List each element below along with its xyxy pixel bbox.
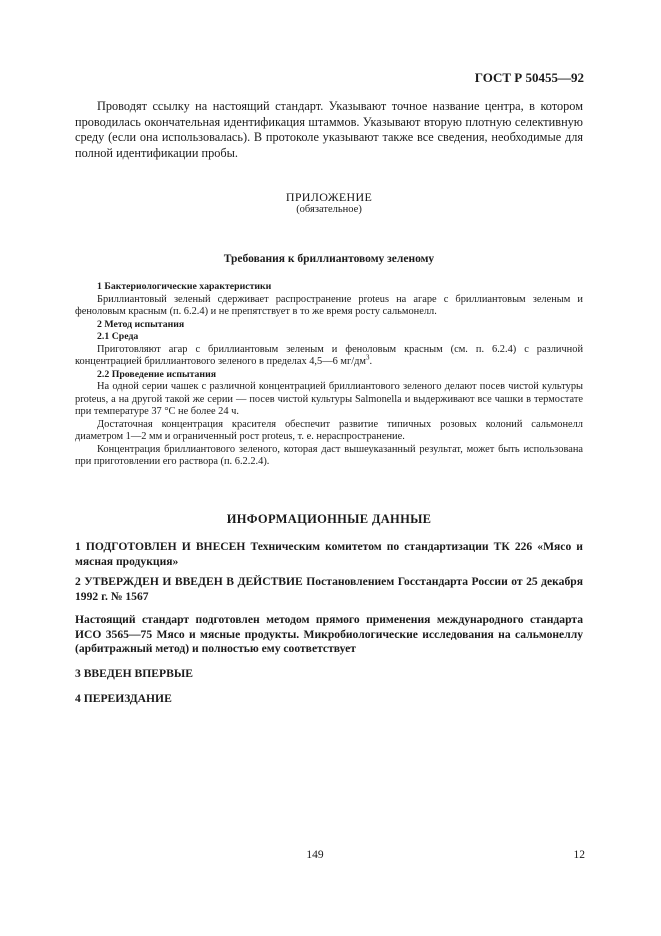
info-item-3: 3 ВВЕДЕН ВПЕРВЫЕ <box>75 667 193 680</box>
section-2-1-heading: 2.1 Среда <box>97 331 139 342</box>
intro-paragraph: Проводят ссылку на настоящий стандарт. Указывают точное название центра, в котором проводилась окончательная идентификация штаммов. Указывают вторую плотную селективную среду (если она использовалась). В протоколе указывают также все сведения, необходимые для полной идентификации пробы. <box>75 99 583 160</box>
section-1-text: Бриллиантовый зеленый сдерживает распространение proteus на агаре с бриллиантовым зеленым и феноловым красным (п. 6.2.4) и не препятствует в то же время росту сальмонелл. <box>75 293 583 317</box>
section-2-2-paragraph-1: На одной серии чашек с различной концентрацией бриллиантового зеленого делают посев чистой культуры proteus, а на другой такой же серии — посев чистой культуры Salmonella и выдерживают все чашки в термостате при температуре 37 °С не более 24 ч. <box>75 381 583 417</box>
page-number-center: 149 <box>306 849 324 861</box>
page-number-right: 12 <box>573 849 585 861</box>
info-title: ИНФОРМАЦИОННЫЕ ДАННЫЕ <box>226 512 432 526</box>
superscript-3: 3 <box>366 353 370 362</box>
section-2-heading: 2 Метод испытания <box>97 318 185 330</box>
info-item-standard-note: Настоящий стандарт подготовлен методом прямого применения международного стандарта ИСО 3565—75 Мясо и мясные продукты. Микробиологические исследования на сальмонеллу (арбитражный метод) и полностью ему соответствует <box>75 613 583 656</box>
appendix-subtitle: (обязательное) <box>296 204 362 215</box>
info-item-2: 2 УТВЕРЖДЕН И ВВЕДЕН В ДЕЙСТВИЕ Постановлением Госстандарта России от 25 декабря 1992 г. № 1567 <box>75 575 583 603</box>
info-item-4: 4 ПЕРЕИЗДАНИЕ <box>75 692 172 705</box>
section-2-2-heading: 2.2 Проведение испытания <box>97 368 217 380</box>
section-2-1-text-main: Приготовляют агар с бриллиантовым зеленым и феноловым красным (см. п. 6.2.4) с различной концентрацией бриллиантового зеленого в пределах 4,5—6 мг/дм <box>75 343 583 367</box>
section-2-1-text-end: . <box>369 356 373 367</box>
section-2-1-text <box>75 344 583 369</box>
section-2-2-paragraph-3: Концентрация бриллиантового зеленого, которая даст вышеуказанный результат, может быть использована при приготовлении его раствора (п. 6.2.2.4). <box>75 443 583 467</box>
appendix-heading: Требования к бриллиантовому зеленому <box>223 253 435 265</box>
appendix-title: ПРИЛОЖЕНИЕ <box>285 190 373 204</box>
appendix-body <box>75 281 583 469</box>
document-id-header: ГОСТ Р 50455—92 <box>474 70 584 85</box>
section-2-2-paragraph-2: Достаточная концентрация красителя обеспечит развитие типичных розовых колоний сальмонелл диаметром 1—2 мм и ограниченный рост proteus, т. е. нераспространение. <box>75 418 583 442</box>
section-1-heading: 1 Бактериологические характеристики <box>97 281 272 292</box>
info-item-1: 1 ПОДГОТОВЛЕН И ВНЕСЕН Техническим комитетом по стандартизации ТК 226 «Мясо и мясная продукция» <box>75 540 583 568</box>
